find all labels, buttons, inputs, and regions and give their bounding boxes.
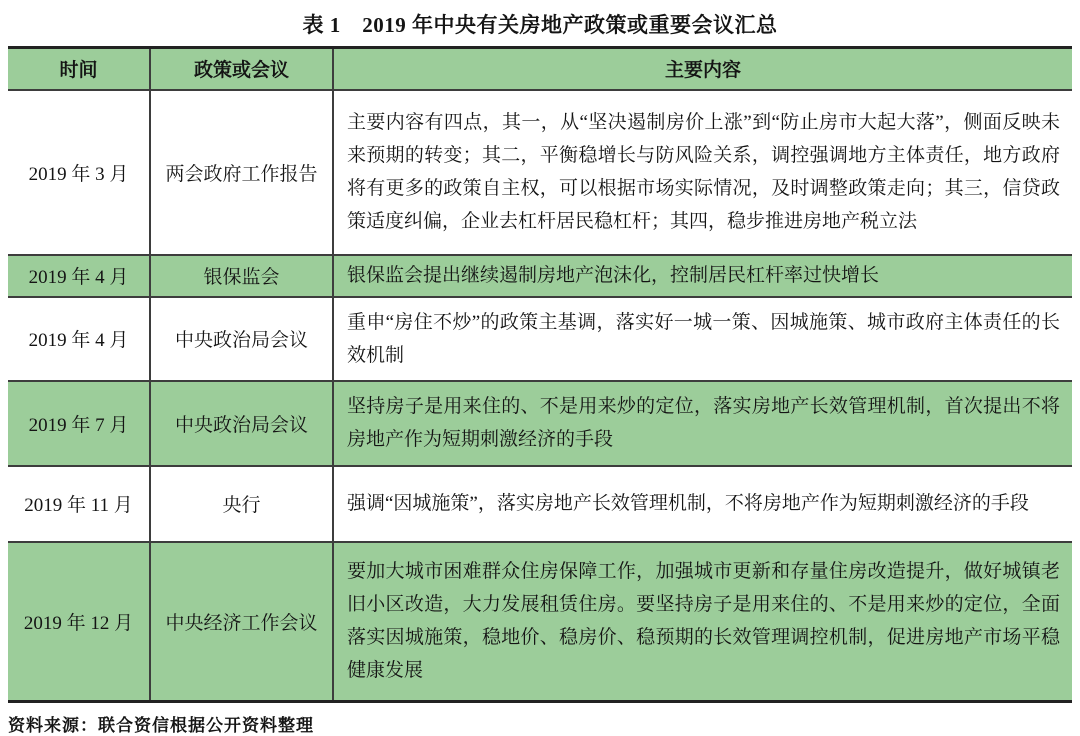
policy-cell: 中央政治局会议 — [150, 297, 333, 381]
header-row — [8, 48, 1072, 90]
table-header — [8, 48, 1072, 90]
policy-cell: 央行 — [150, 466, 333, 542]
table-row — [8, 90, 1072, 255]
table-title: 表 1 2019 年中央有关房地产政策或重要会议汇总 — [302, 13, 778, 37]
content-cell: 强调“因城施策”，落实房地产长效管理机制，不将房地产作为短期刺激经济的手段 — [333, 466, 1072, 542]
source-note: 资料来源：联合资信根据公开资料整理 — [8, 716, 314, 735]
content-cell: 坚持房子是用来住的、不是用来炒的定位，落实房地产长效管理机制，首次提出不将房地产作为短期刺激经济的手段 — [333, 381, 1072, 466]
policy-cell: 中央政治局会议 — [150, 381, 333, 466]
table-row — [8, 255, 1072, 297]
time-cell: 2019 年 3 月 — [28, 163, 129, 185]
col-header-content: 主要内容 — [333, 48, 1072, 90]
content-cell: 重申“房住不炒”的政策主基调，落实好一城一策、因城施策、城市政府主体责任的长效机制 — [333, 297, 1072, 381]
table-row — [8, 466, 1072, 542]
policy-summary-table — [8, 46, 1072, 703]
policy-cell: 中央经济工作会议 — [150, 542, 333, 702]
time-cell: 2019 年 4 月 — [8, 255, 150, 297]
table-row — [8, 542, 1072, 702]
table-body — [8, 90, 1072, 702]
col-header-time: 时间 — [8, 48, 150, 90]
content-cell: 主要内容有四点，其一，从“坚决遏制房价上涨”到“防止房市大起大落”，侧面反映未来预期的转变；其二，平衡稳增长与防风险关系，调控强调地方主体责任，地方政府将有更多的政策自主权，可以根据市场实际情况，及时调整政策走向；其三，信贷政策适度纠偏，企业去杠杆居民稳杠杆；其四，稳步推进房地产税立法 — [333, 90, 1072, 255]
content-cell: 要加大城市困难群众住房保障工作，加强城市更新和存量住房改造提升，做好城镇老旧小区改造，大力发展租赁住房。要坚持房子是用来住的、不是用来炒的定位，全面落实因城施策，稳地价、稳房价、稳预期的长效管理调控机制，促进房地产市场平稳健康发展 — [333, 542, 1072, 702]
policy-cell: 银保监会 — [150, 255, 333, 297]
policy-cell: 两会政府工作报告 — [150, 90, 333, 255]
table-row — [8, 297, 1072, 381]
time-cell: 2019 年 7 月 — [8, 381, 150, 466]
time-cell: 2019 年 12 月 — [8, 542, 150, 702]
table-row — [8, 381, 1072, 466]
time-cell: 2019 年 11 月 — [24, 495, 133, 516]
col-header-policy: 政策或会议 — [150, 48, 333, 90]
time-cell: 2019 年 4 月 — [28, 330, 129, 351]
content-cell: 银保监会提出继续遏制房地产泡沫化，控制居民杠杆率过快增长 — [333, 255, 1072, 297]
